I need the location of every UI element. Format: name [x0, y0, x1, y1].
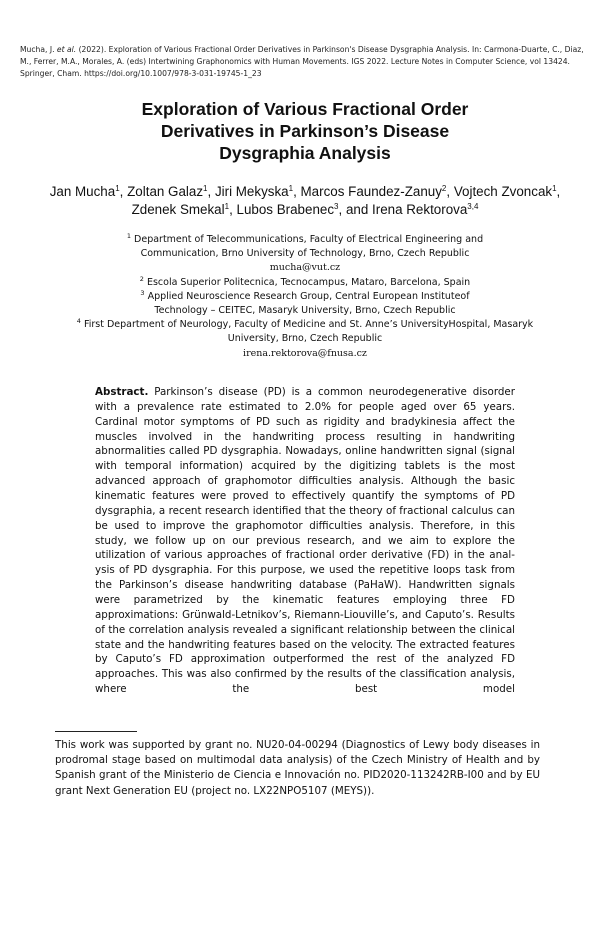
affiliation-2 [40, 276, 570, 290]
affiliation-3-line-1 [40, 290, 570, 304]
author-affil-mark: 1 [115, 184, 120, 193]
author-line-1 [12, 183, 598, 201]
author-affil-mark: 1 [203, 184, 208, 193]
affiliations [40, 233, 570, 361]
title-line-2: Derivatives in Parkinson’s Disease [160, 121, 450, 141]
author-separator: , and [338, 202, 373, 217]
author-name: Marcos Faundez-Zanuy [300, 184, 442, 199]
title-line-3: Dysgraphia Analysis [219, 143, 391, 163]
affiliation-number: 1 [126, 232, 132, 240]
author-affil-mark: 1 [224, 202, 230, 211]
affiliation-text: First Department of Neurology, Faculty of Medicine and St. Anne’s UniversityHospital, Masaryk [80, 319, 534, 331]
footnote-text: This work was supported by grant no. NU20-04-00294 (Diagnostics of Lewy body diseases in prodromal stage based on multimodal data analysis) of the Czech Ministry of Health and by Spanish grant of the Ministerio de Ciencia e Innovación no. PID2020-113242RB-I00 and by EU grant Next Generation EU (project no. LX22NPO5107 (MEYS)). [55, 739, 540, 797]
author-name: Jiri Mekyska [214, 184, 289, 199]
author-name: Lubos Brabenec [236, 202, 335, 217]
affiliation-number: 4 [76, 317, 81, 326]
affiliation-number: 2 [139, 274, 144, 283]
author-separator: , [556, 184, 561, 199]
citation-details: (2022). Exploration of Various Fractional Order Derivatives in Parkinson's Disease Dysgraphia Analysis. In: Carmona-Duarte, C., Diaz, M., Ferrer, M.A., Morales, A. (eds) Intertwining Graphonomics with Human Movements. IGS 2022. Lecture Notes in Computer Science, vol 13424. Springer, Cham. https://doi.org/10.1007/978-3-031-19745-1_23 [20, 45, 584, 79]
abstract-paragraph [95, 385, 515, 697]
affiliation-text: Applied Neuroscience Research Group, Central European Instituteof [144, 290, 470, 302]
author-name: Irena Rektorova [372, 202, 468, 217]
citation-header [20, 44, 586, 81]
author-separator: , [119, 184, 128, 199]
funding-footnote [55, 738, 540, 799]
author-name: Zoltan Galaz [127, 184, 204, 199]
abstract [95, 385, 515, 697]
author-affil-mark: 3,4 [467, 202, 479, 211]
abstract-text: Parkinson’s disease (PD) is a common neurodegenerative disorder with a prevalence rate estimated to 2.0% for people aged over 65 years. Cardinal motor symptoms of PD such as rigidity and bradykinesia affect the muscles involved in the handwriting process resulting in handwriting abnormalities called PD dysgraphia. Nowadays, online handwritten signal (signal with temporal information) acquired by the digitizing tablets is the most advanced approach of graphomotor difficulties analysis. Although the basic kinematic features were proved to effectively quantify the symptoms of PD dysgraphia, a recent research identified that the theory of fractional calculus can be used to improve the graphomotor difficulties analysis. Therefore, in this study, we follow up on our previous research, and we aim to explore the utilization of various approaches of fractional order derivative (FD) in the analysis of PD dysgraphia. For this purpose, we used the repetitive loops task from the Parkinson’s disease handwriting database (PaHaW). Handwritten signals were parametrized by the kinematic features employing three FD approximations: Grünwald-Letnikov’s, Riemann-Liouville’s, and Caputo’s. Results of the correlation analysis revealed a significant relationship between the clinical state and the handwriting features based on the velocity. The extracted features by Caputo’s FD approximation outperformed the rest of the analyzed FD approaches. This was also confirmed by the results of the classification analysis, where the best model [95, 386, 515, 696]
author-separator: , [207, 184, 215, 199]
author-separator: , [446, 184, 454, 199]
affiliation-text: Department of Telecommunications, Faculty of Electrical Engineering and [131, 234, 484, 245]
affiliation-text: Escola Superior Politecnica, Tecnocampus, Mataro, Barcelona, Spain [143, 276, 471, 288]
affiliation-4-line-2: University, Brno, Czech Republic [227, 333, 383, 345]
citation-etal: et al. [56, 45, 77, 54]
author-name: Jan Mucha [49, 184, 116, 199]
affiliation-number: 3 [140, 288, 145, 297]
title-line-1: Exploration of Various Fractional Order [141, 99, 469, 119]
author-line-2 [12, 201, 598, 219]
citation-authors: Mucha, J. [20, 45, 57, 54]
affiliation-3-line-2: Technology – CEITEC, Masaryk University, Brno, Czech Republic [154, 305, 456, 317]
affiliation-1-line-1 [40, 233, 570, 247]
footnote-divider [55, 731, 137, 732]
author-name: Zdenek Smekal [131, 202, 225, 217]
author-affil-mark: 1 [288, 184, 294, 193]
author-name: Vojtech Zvoncak [453, 184, 553, 199]
abstract-label: Abstract. [95, 386, 149, 398]
paper-title [40, 98, 570, 164]
author-list [12, 183, 598, 219]
email-mucha[interactable]: mucha@vut.cz [269, 262, 341, 274]
author-separator: , [229, 202, 237, 217]
author-affil-mark: 1 [552, 184, 557, 193]
email-rektorova[interactable]: irena.rektorova@fnusa.cz [243, 347, 367, 359]
author-affil-mark: 2 [441, 184, 447, 193]
author-affil-mark: 3 [334, 202, 339, 211]
author-separator: , [293, 184, 301, 199]
affiliation-1-line-2: Communication, Brno University of Technology, Brno, Czech Republic [140, 248, 470, 260]
affiliation-4-line-1 [40, 318, 570, 332]
